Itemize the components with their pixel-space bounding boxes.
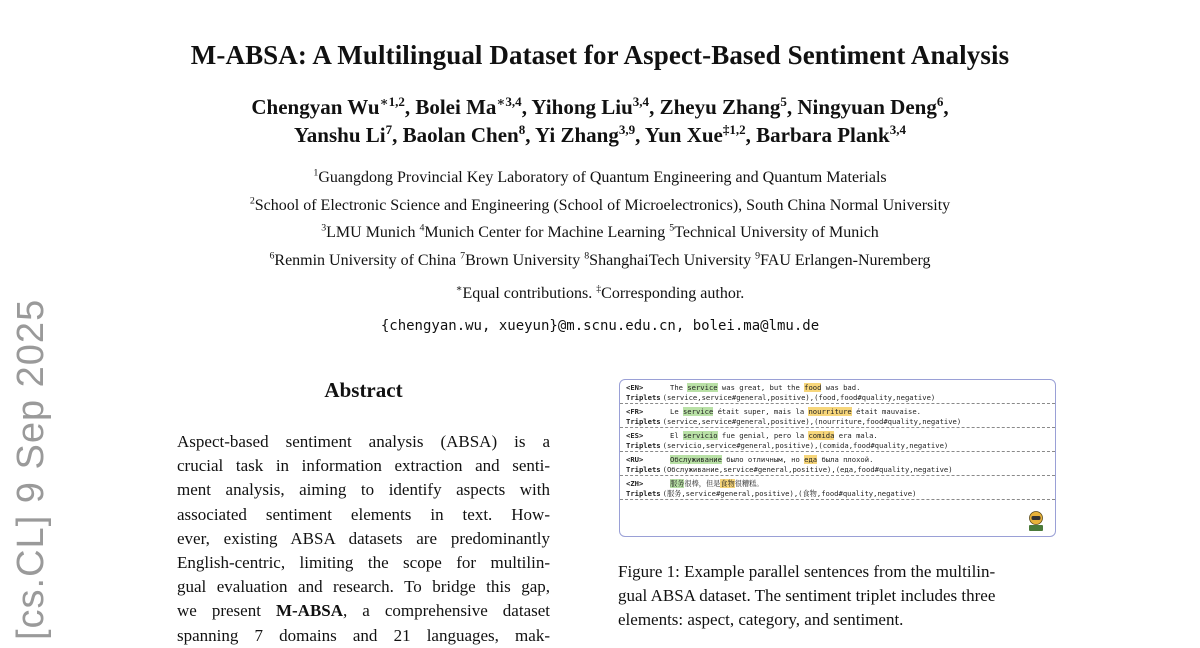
affiliation-line [0,192,1200,220]
aspect-highlight: 服务 [670,479,685,488]
triplets-label: Triplets [626,441,661,450]
author-list [0,93,1200,149]
abstract-line: crucial task in information extraction and senti- [177,456,550,476]
sentence-text: was bad. [821,383,861,392]
example-block [620,476,1055,500]
paper-title: M-ABSA: A Multilingual Dataset for Aspect-Based Sentiment Analysis [190,40,1010,70]
triplet-line [626,489,1050,499]
triplet-line [626,417,1050,427]
abstract-line: ever, existing ABSA datasets are predominantly [177,528,550,548]
example-sentence [626,383,1050,393]
affiliation-text: LMU Munich [326,224,420,242]
sentence-text: 很糟糕。 [734,479,764,488]
affiliation-mark: 1 [313,167,319,179]
figure-1-caption [618,560,1058,633]
author-affiliation-mark: 6 [936,94,944,109]
aspect-highlight: food [804,383,822,392]
affiliation-mark: 2 [249,195,255,207]
triplets-label: Triplets [626,393,661,402]
affiliation-mark: 8 [584,250,590,262]
footnote-mark: ∗ [455,283,463,295]
triplets-text: (service,service#general,positive),(food,food#quality,negative) [662,393,936,402]
author-separator: , [525,123,535,147]
affiliation-line [0,164,1200,192]
affiliation-mark: 9 [755,250,761,262]
sentence-text: était mauvaise. [851,407,922,416]
triplets-text: (service,service#general,positive),(nourriture,food#quality,negative) [662,417,962,426]
author-separator: , [521,95,532,119]
triplet-line [626,393,1050,403]
author-name: Yihong Liu [531,95,633,119]
abstract-line: ment analysis, aiming to identify aspects with [177,480,550,500]
figure-1-example-box [619,379,1056,537]
example-block [620,428,1055,452]
author-name: Yun Xue [644,123,723,147]
affiliation-text: School of Electronic Science and Engineering (School of Microelectronics), South China Normal University [254,196,951,214]
author-line-1 [0,93,1200,121]
abstract-heading: Abstract [324,378,403,402]
example-sentence [626,407,1050,417]
affiliations [0,164,1200,275]
equal-contribution-note [0,285,1200,303]
affiliation-text: Guangdong Provincial Key Laboratory of Quantum Engineering and Quantum Materials [318,169,887,186]
author-name: Bolei Ma [415,95,497,119]
author-name: Barbara Plank [756,123,890,147]
footnote-mark: ‡ [596,283,602,295]
author-separator: , [404,95,416,119]
sentence-text: était super, mais la [713,407,809,416]
affiliation-text: FAU Erlangen-Nuremberg [760,252,931,270]
dataset-name: M-ABSA [275,601,344,621]
sentence-text: было отличным, но [721,455,805,464]
sentence-text: была плохой. [817,455,874,464]
abstract-line: spanning 7 domains and 21 languages, mak- [177,625,550,645]
language-tag: <EN> [626,383,644,392]
example-block [620,380,1055,404]
example-block [620,404,1055,428]
robot-icon [1027,510,1045,532]
author-name: Ningyuan Deng [797,95,937,119]
arxiv-identifier-stamp: [cs.CL] 9 Sep 2025 [10,298,52,640]
language-tag: <ES> [626,431,644,440]
author-name: Yanshu Li [293,123,386,147]
language-tag: <ZH> [626,479,644,488]
sentence-text: fue genial, pero la [717,431,809,440]
example-block [620,452,1055,476]
equal-contribution-text: Equal contributions. [462,285,597,302]
author-affiliation-mark: ‡1,2 [722,122,746,137]
affiliation-mark: 3 [321,223,327,235]
example-sentence [626,479,1050,489]
language-tag: <RU> [626,455,644,464]
example-sentence [626,455,1050,465]
abstract-body [177,430,550,648]
triplet-line [626,441,1050,451]
author-affiliation-mark: 3,9 [618,122,636,137]
triplets-text: (服务,service#general,positive),(食物,food#quality,negative) [662,489,917,498]
author-name: Zheyu Zhang [659,95,781,119]
caption-line: gual ABSA dataset. The sentiment triplet includes three [618,586,996,606]
author-name: Yi Zhang [534,123,619,147]
affiliation-mark: 4 [419,223,425,235]
affiliation-line [0,219,1200,247]
abstract-line: English-centric, limiting the scope for multilin- [177,553,550,573]
abstract-line: gual evaluation and research. To bridge this gap, [177,577,550,597]
caption-line: elements: aspect, category, and sentiment. [618,610,904,630]
author-separator: , [392,123,403,147]
affiliation-mark: 5 [669,223,675,235]
author-line-2 [0,121,1200,149]
triplet-line [626,465,1050,475]
sentence-text: The [670,383,688,392]
triplets-label: Triplets [626,489,661,498]
aspect-highlight: comida [808,431,835,440]
author-name: Chengyan Wu [251,95,380,119]
author-affiliation-mark: 5 [780,94,787,109]
author-affiliation-mark: 3,4 [889,122,907,137]
triplets-text: (Обслуживание,service#general,positive),(еда,food#quality,negative) [662,465,953,474]
triplets-text: (servicio,service#general,positive),(comida,food#quality,negative) [662,441,949,450]
abstract-line: Aspect-based sentiment analysis (ABSA) is a [177,432,550,451]
author-affiliation-mark: ∗1,2 [379,94,405,109]
sentence-text: era mala. [834,431,878,440]
sentence-text: Le [670,407,683,416]
affiliation-text: Renmin University of China [274,252,461,270]
sentence-text: was great, but the [717,383,805,392]
affiliation-text: Brown University [465,252,585,270]
aspect-highlight: еда [804,455,818,464]
aspect-highlight: nourriture [808,407,852,416]
aspect-highlight: servicio [682,431,718,440]
sentence-text: El [670,431,683,440]
aspect-highlight: service [682,407,714,416]
affiliation-mark: 7 [460,250,466,262]
sentence-text: 很棒，但是 [684,479,721,488]
author-affiliation-mark: 3,4 [632,94,650,109]
language-tag: <FR> [626,407,644,416]
affiliation-line [0,247,1200,275]
affiliation-text: Munich Center for Machine Learning [424,224,670,242]
aspect-highlight: Обслуживание [670,455,722,464]
abstract-line: associated sentiment elements in text. How- [177,504,550,524]
affiliation-text: Technical University of Munich [674,224,879,242]
affiliation-text: ShanghaiTech University [589,252,756,270]
author-separator: , [649,95,660,119]
triplets-label: Triplets [626,417,661,426]
author-affiliation-mark: 8 [518,122,526,137]
affiliation-mark: 6 [269,250,275,262]
corresponding-author-text: Corresponding author. [601,285,745,302]
author-affiliation-mark: ∗3,4 [496,94,522,109]
author-separator: , [745,123,757,147]
author-separator: , [943,95,949,119]
author-name: Baolan Chen [402,123,519,147]
author-separator: , [786,95,798,119]
caption-line: Figure 1: Example parallel sentences from the multilin- [618,562,996,581]
author-emails[interactable]: {chengyan.wu, xueyun}@m.scnu.edu.cn, bolei.ma@lmu.de [380,318,820,334]
author-affiliation-mark: 7 [385,122,393,137]
example-sentence [626,431,1050,441]
aspect-highlight: 食物 [720,479,735,488]
aspect-highlight: service [687,383,718,392]
abstract-line: we present M-ABSA, a comprehensive dataset [177,601,550,621]
author-separator: , [635,123,645,147]
triplets-label: Triplets [626,465,661,474]
